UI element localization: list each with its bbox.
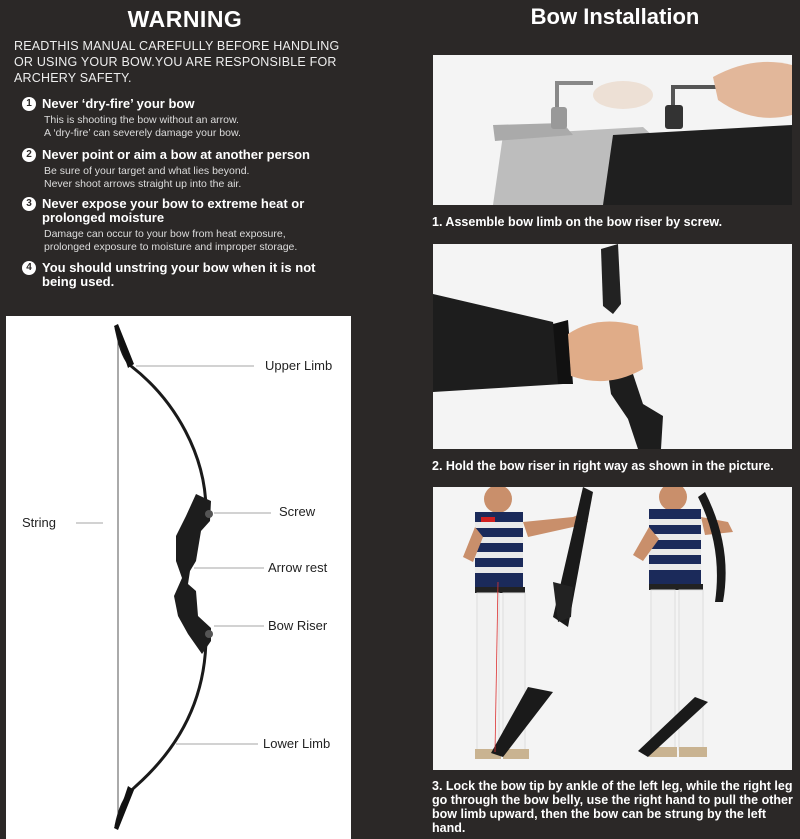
bow-illustration [6, 316, 351, 839]
upper-limb-tip [114, 324, 134, 368]
number-2-icon: 2 [22, 148, 36, 162]
bow-riser [174, 494, 211, 654]
bow-diagram [6, 316, 351, 839]
riser-upper [601, 244, 621, 314]
hand-grip [568, 322, 643, 382]
step-3-caption: 3. Lock the bow tip by ankle of the left leg, while the right leg go through the bow belly, use the right hand to pull the other bow limb upward, then the bow can be strung by the left hand. [432, 779, 793, 835]
arrow-rest-label: Arrow rest [268, 560, 328, 575]
warning-item-detail: Never shoot arrows straight up into the air. [44, 177, 242, 190]
lower-limb-label: Lower Limb [263, 736, 331, 751]
screw-bottom [205, 630, 213, 638]
warning-item-detail: This is shooting the bow without an arrow. [44, 114, 239, 126]
warning-item-1 [22, 97, 352, 139]
string-label: String [22, 515, 56, 530]
number-3-icon: 3 [22, 197, 36, 211]
upper-limb-label: Upper Limb [265, 358, 333, 373]
warning-item-detail: Damage can occur to your bow from heat exposure, [44, 228, 286, 240]
bow-riser-label: Bow Riser [268, 618, 328, 633]
warning-item-3 [22, 197, 352, 253]
installation-title: Bow Installation [530, 4, 700, 29]
number-4-icon: 4 [22, 261, 36, 275]
warning-title: WARNING [127, 6, 243, 32]
warning-item-detail: Be sure of your target and what lies beyond. [44, 165, 250, 177]
warning-item-4 [22, 261, 352, 289]
hand-faded [593, 81, 653, 109]
screw-top [205, 510, 213, 518]
step-3-photo [433, 487, 792, 770]
warning-item-heading: Never point or aim a bow at another person [42, 147, 310, 162]
warning-item-heading: Never ‘dry-fire’ your bow [42, 96, 195, 111]
warning-item-detail: prolonged exposure to moisture and improper storage. [44, 240, 298, 253]
bolt [665, 105, 683, 129]
step-1-caption: 1. Assemble bow limb on the bow riser by screw. [432, 215, 723, 229]
warning-item-2 [22, 148, 352, 190]
warning-item-heading: You should unstring your bow when it is not being used. [42, 260, 316, 289]
warning-item-heading: Never expose your bow to extreme heat or prolonged moisture [42, 196, 305, 225]
warning-intro: READTHIS MANUAL CAREFULLY BEFORE HANDLING OR USING YOUR BOW.YOU ARE RESPONSIBLE FOR ARCHERY SAFETY. [14, 39, 340, 85]
lower-limb-tip [114, 786, 134, 830]
riser-limb [603, 125, 792, 205]
warning-item-detail: A ‘dry-fire’ can severely damage your bow. [44, 126, 241, 139]
step-2-photo [433, 244, 792, 449]
number-1-icon: 1 [22, 97, 36, 111]
step-2-caption: 2. Hold the bow riser in right way as shown in the picture. [432, 459, 774, 473]
bolt-faded [551, 107, 567, 129]
step-1-photo [433, 55, 792, 205]
screw-label: Screw [279, 504, 316, 519]
